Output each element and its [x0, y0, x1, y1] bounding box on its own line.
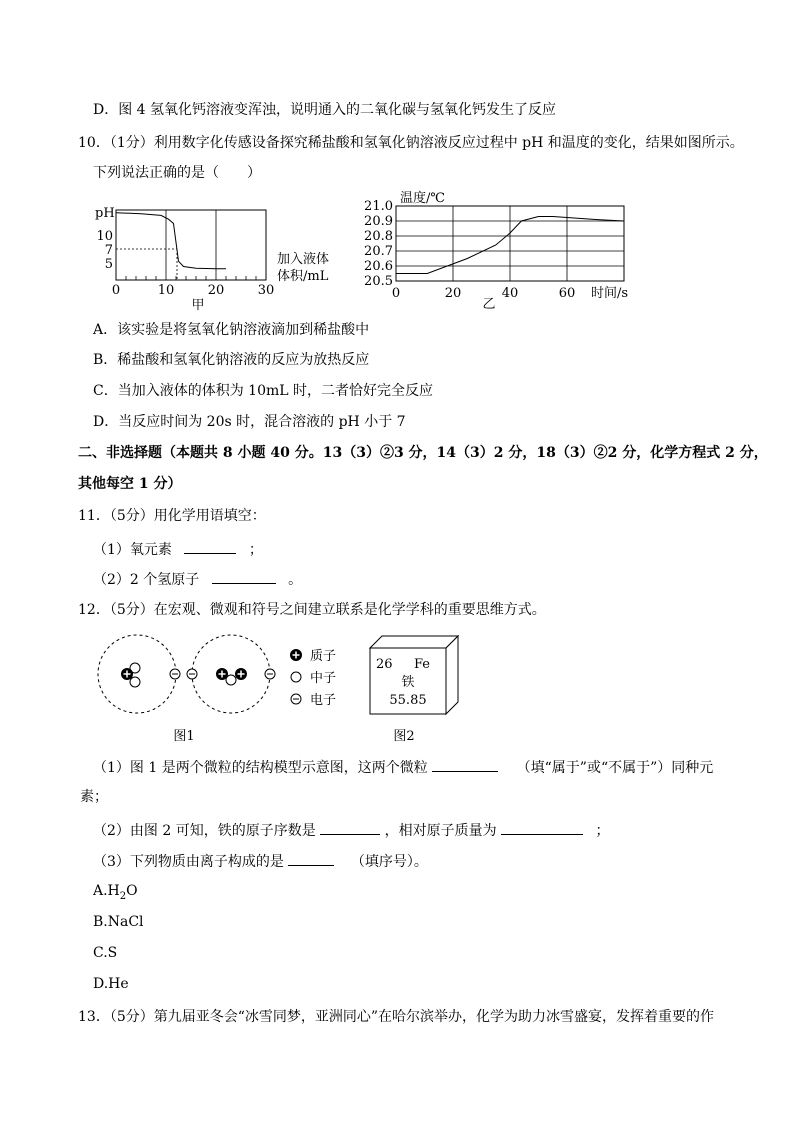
- chart-temp-ytick-20.8: 20.8: [364, 229, 393, 244]
- chart-temp-caption: 乙: [482, 297, 496, 312]
- chart-ph-xlabel-1: 加入液体: [277, 252, 330, 267]
- chart-temp-grid: [396, 206, 624, 281]
- q10-option-a: A．该实验是将氢氧化钠溶液滴加到稀盐酸中: [93, 322, 370, 338]
- chart-temp-xlabel: 时间/s: [591, 286, 629, 301]
- q11-item1-end: ；: [248, 542, 263, 558]
- legend: [290, 649, 336, 708]
- fig2-caption: 图2: [393, 729, 415, 744]
- q12-part3-text: （3）下列物质由离子构成的是: [93, 854, 284, 870]
- neutron-icon: [226, 675, 236, 685]
- chart-temp-ytick-21.0: 21.0: [364, 199, 393, 214]
- q10-option-b: B．稀盐酸和氢氧化钠溶液的反应为放热反应: [93, 352, 370, 368]
- chart-ph: [88, 200, 348, 312]
- q12-part2-end: ；: [595, 823, 610, 839]
- q13-stem: 13．（5分）第九届亚冬会“冰雪同梦，亚洲同心”在哈尔滨举办，化学为助力冰雪盛宴，发挥着重要的作: [78, 1009, 715, 1025]
- q12-part2-blank-number[interactable]: [320, 820, 380, 835]
- q11-item1-text: （1）氧元素: [93, 542, 172, 558]
- chart-ph-grid: [166, 210, 216, 280]
- q11-stem: 11．（5分）用化学用语填空：: [78, 508, 266, 524]
- legend-proton-label: 质子: [310, 649, 337, 664]
- chart-temp-ytick-20.7: 20.7: [364, 244, 393, 259]
- fig1-caption: 图1: [173, 729, 195, 744]
- electron-icon: [187, 669, 197, 679]
- element-symbol: Fe: [414, 657, 431, 672]
- legend-neutron-icon: [291, 672, 301, 682]
- legend-neutron-label: 中子: [310, 671, 337, 686]
- q12-part3: [93, 851, 428, 871]
- q12-choice-c: C.S: [93, 945, 118, 961]
- q10-stem: 10．（1分）利用数字化传感设备探究稀盐酸和氢氧化钠溶液反应过程中 pH 和温度的变化，结果如图所示。: [78, 135, 744, 151]
- chart-ph-series-line: [116, 213, 226, 269]
- chart-temp-xtick-0: 0: [391, 286, 401, 301]
- chart-temp-xtick-60: 60: [558, 286, 576, 301]
- element-number: 26: [376, 657, 393, 672]
- q9-option-d: D．图 4 氢氧化钙溶液变浑浊，说明通入的二氧化碳与氢氧化钙发生了反应: [93, 102, 557, 118]
- q10-option-d: D．当反应时间为 20s 时，混合溶液的 pH 小于 7: [93, 414, 406, 430]
- chart-ph-xtick-20: 20: [207, 283, 225, 298]
- q10-option-c: C．当加入液体的体积为 10mL 时，二者恰好完全反应: [93, 383, 433, 399]
- q12-part2-text: （2）由图 2 可知，铁的原子序数是: [93, 823, 316, 839]
- q11-item1: [93, 539, 263, 559]
- q12-part2-mid: ，相对原子质量为: [384, 823, 497, 839]
- chart-temp-ytick-20.6: 20.6: [364, 259, 393, 274]
- q10-stem-question: 下列说法正确的是（ ）: [93, 165, 261, 181]
- atom-1: [98, 635, 180, 713]
- section2-heading: 二、非选择题（本题共 8 小题 40 分。13（3）②3 分，14（3）2 分，18（3）②2 分，化学方程式 2 分，: [78, 445, 768, 461]
- chart-ph-frame: [116, 210, 266, 280]
- q12-choice-a: [93, 882, 138, 906]
- q12-choice-a-sub: 2: [119, 890, 127, 902]
- q12-part3-blank[interactable]: [288, 851, 334, 866]
- element-card: [370, 636, 458, 714]
- chart-ph-ytick-5: 5: [104, 257, 113, 272]
- q12-stem: 12．（5分）在宏观、微观和符号之间建立联系是化学学科的重要思维方式。: [78, 602, 546, 618]
- q12-part1-cont: 素；: [80, 789, 108, 805]
- chart-temp-ytick-20.9: 20.9: [364, 214, 393, 229]
- chart-ph-xtick-0: 0: [111, 283, 121, 298]
- q12-part1-hint: （填“属于”或“不属于”）同种元: [516, 760, 714, 776]
- q12-choice-d: D.He: [93, 976, 129, 992]
- electron-icon: [170, 669, 180, 679]
- q12-part1-blank[interactable]: [432, 757, 498, 772]
- chart-ph-xticks: [126, 276, 256, 280]
- q11-item1-blank[interactable]: [184, 539, 236, 554]
- q11-item2-blank[interactable]: [212, 569, 276, 584]
- q12-choice-a-prefix: A.H: [93, 883, 120, 899]
- atom-2: [187, 635, 275, 713]
- q12-part2: [93, 820, 610, 840]
- chart-ph-caption: 甲: [191, 298, 205, 312]
- chart-ph-xlabel-2: 体积/mL: [277, 269, 329, 284]
- chart-temp-xtick-40: 40: [501, 286, 519, 301]
- chart-ph-ylabel: pH: [95, 206, 115, 221]
- q11-item2-text: （2）2 个氢原子: [93, 572, 200, 588]
- chart-ph-ytick-10: 10: [96, 229, 113, 244]
- chart-temp-xtick-20: 20: [444, 286, 462, 301]
- q12-part1: [93, 757, 713, 777]
- element-name: 铁: [401, 675, 415, 690]
- q12-part2-blank-mass[interactable]: [501, 820, 583, 835]
- electron-icon: [265, 669, 275, 679]
- chart-ph-ytick-7: 7: [104, 243, 113, 258]
- chart-ph-xtick-10: 10: [157, 283, 175, 298]
- chart-temp-ylabel: 温度/℃: [400, 191, 445, 206]
- chart-temp-ytick-20.5: 20.5: [364, 274, 393, 289]
- element-mass: 55.85: [389, 693, 427, 708]
- chart-ph-xtick-30: 30: [257, 283, 275, 298]
- section2-heading-cont: 其他每空 1 分）: [78, 476, 182, 492]
- q11-item2: [93, 569, 302, 589]
- chart-temperature: [362, 186, 642, 312]
- neutron-icon: [130, 677, 140, 687]
- q12-figures: [90, 630, 470, 745]
- q12-part3-hint: （填序号）。: [350, 854, 428, 870]
- q12-choice-b: B.NaCl: [93, 914, 144, 930]
- q12-choice-a-suffix: O: [126, 883, 138, 899]
- legend-electron-label: 电子: [310, 693, 337, 708]
- q12-part1-text: （1）图 1 是两个微粒的结构模型示意图，这两个微粒: [93, 760, 428, 776]
- q11-item2-end: 。: [288, 572, 303, 588]
